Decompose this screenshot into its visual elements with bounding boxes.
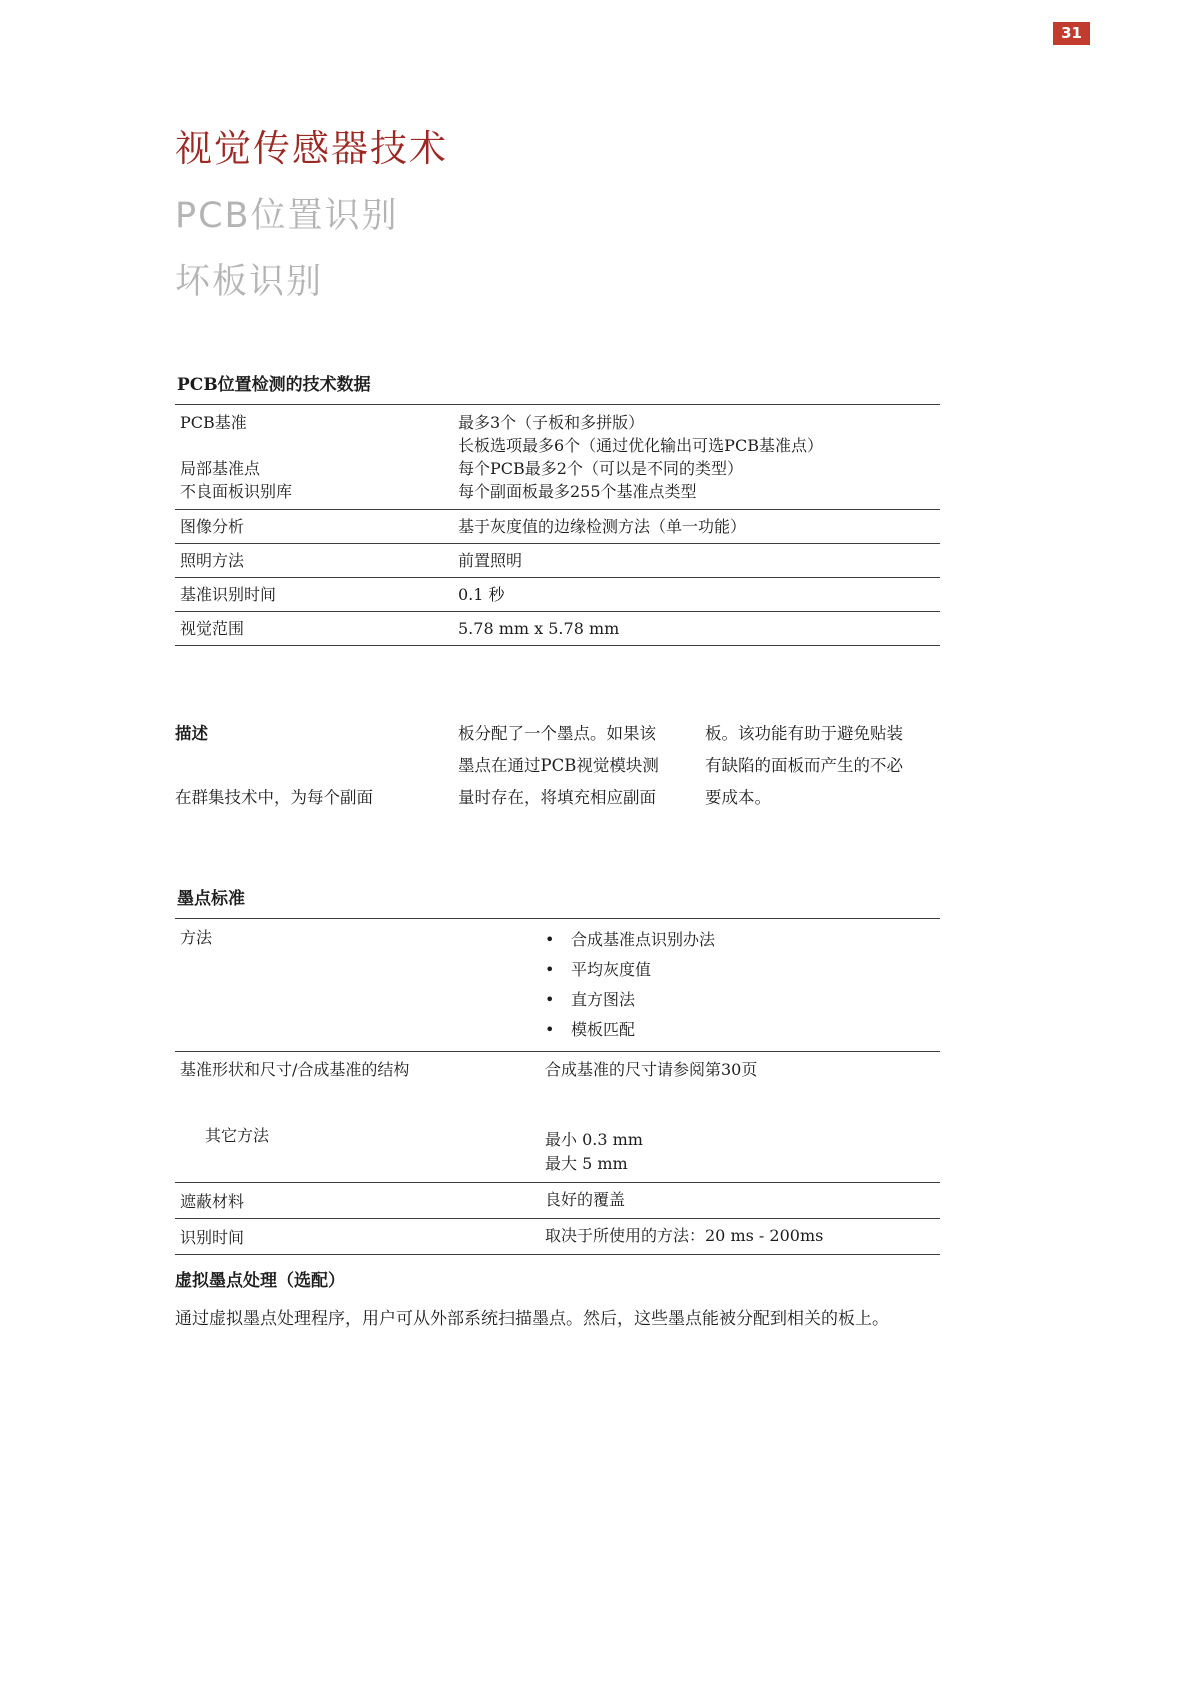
table-row bbox=[175, 1182, 940, 1218]
description-heading: 描述 bbox=[175, 724, 208, 743]
tech-data-heading: PCB位置检测的技术数据 bbox=[177, 375, 371, 395]
value-line: 每个PCB最多2个（可以是不同的类型） bbox=[458, 459, 743, 478]
label-method: 方法 bbox=[180, 928, 213, 947]
virtual-ink-section bbox=[175, 1266, 953, 1332]
description-text-line: 要成本。 bbox=[705, 788, 771, 807]
label-illumination: 照明方法 bbox=[180, 551, 245, 570]
table-row bbox=[175, 404, 940, 509]
row-values bbox=[458, 411, 940, 503]
method-bullet-item: • 模板匹配 bbox=[545, 1015, 940, 1045]
label-fiducial-shape: 基准形状和尺寸/合成基准的结构 bbox=[180, 1060, 410, 1079]
tech-data-table bbox=[175, 404, 940, 646]
label-recognition-time: 识别时间 bbox=[180, 1228, 245, 1247]
value-image-analysis: 基于灰度值的边缘检测方法（单一功能） bbox=[458, 517, 747, 536]
method-bullet-item: • 平均灰度值 bbox=[545, 955, 940, 985]
label-vision-range: 视觉范围 bbox=[180, 619, 245, 638]
spacer bbox=[545, 1082, 940, 1128]
table-row bbox=[175, 1218, 940, 1254]
value-vision-range: 5.78 mm x 5.78 mm bbox=[458, 619, 620, 638]
description-text-line: 墨点在通过PCB视觉模块测 bbox=[458, 756, 659, 775]
label-fiducial-recognition-time: 基准识别时间 bbox=[180, 585, 277, 604]
value-fiducial-shape: 合成基准的尺寸请参阅第30页 bbox=[545, 1060, 758, 1079]
page-content bbox=[175, 0, 953, 1332]
description-text-line: 有缺陷的面板而产生的不必 bbox=[705, 756, 903, 775]
ink-dot-heading: 墨点标准 bbox=[177, 889, 245, 909]
shape-row-labels bbox=[180, 1058, 545, 1176]
method-bullet-item: • 合成基准点识别办法 bbox=[545, 925, 940, 955]
table-row bbox=[175, 509, 940, 543]
label-local-fiducial: 局部基准点 bbox=[180, 459, 261, 478]
description-text-line: 板。该功能有助于避免贴装 bbox=[705, 724, 903, 743]
method-bullet-item: • 直方图法 bbox=[545, 985, 940, 1015]
label-pcb-fiducial: PCB基准 bbox=[180, 413, 247, 432]
value-illumination: 前置照明 bbox=[458, 551, 523, 570]
page-title: 视觉传感器技术 bbox=[175, 127, 448, 170]
value-line: 每个副面板最多255个基准点类型 bbox=[458, 482, 697, 501]
table-row bbox=[175, 543, 940, 577]
ink-dot-table bbox=[175, 918, 940, 1255]
table-row bbox=[175, 918, 940, 1051]
table-row bbox=[175, 1051, 940, 1182]
value-line: 长板选项最多6个（通过优化输出可选PCB基准点） bbox=[458, 436, 823, 455]
method-bullet-list bbox=[545, 925, 940, 1045]
virtual-ink-heading: 虚拟墨点处理（选配） bbox=[175, 1271, 345, 1291]
description-text-line: 量时存在，将填充相应副面 bbox=[458, 788, 656, 807]
description-text-line: 在群集技术中，为每个副面 bbox=[175, 788, 373, 807]
table-row bbox=[175, 611, 940, 645]
label-other-methods: 其它方法 bbox=[205, 1126, 270, 1145]
tech-data-section bbox=[175, 370, 953, 646]
page-subtitle-bad-board: 坏板识别 bbox=[175, 262, 324, 302]
page-subtitle-pcb-position: PCB位置识别 bbox=[175, 196, 399, 236]
value-recognition-time: 取决于所使用的方法：20 ms - 200ms bbox=[545, 1226, 824, 1245]
ink-dot-section bbox=[175, 884, 953, 1255]
description-column-1 bbox=[175, 718, 458, 814]
description-column-2 bbox=[458, 718, 705, 814]
value-line: 最多3个（子板和多拼版） bbox=[458, 413, 645, 432]
description-text-line: 板分配了一个墨点。如果该 bbox=[458, 724, 656, 743]
value-masking-material: 良好的覆盖 bbox=[545, 1190, 626, 1209]
label-image-analysis: 图像分析 bbox=[180, 517, 245, 536]
label-masking-material: 遮蔽材料 bbox=[180, 1192, 245, 1211]
description-section bbox=[175, 718, 950, 814]
shape-row-values bbox=[545, 1058, 940, 1176]
page-number-badge: 31 bbox=[1053, 22, 1090, 45]
description-column-3 bbox=[705, 718, 950, 814]
value-other-max: 最大 5 mm bbox=[545, 1154, 628, 1173]
value-other-min: 最小 0.3 mm bbox=[545, 1130, 643, 1149]
label-bad-panel-library: 不良面板识别库 bbox=[180, 482, 293, 501]
value-fiducial-recognition-time: 0.1 秒 bbox=[458, 585, 505, 604]
virtual-ink-paragraph: 通过虚拟墨点处理程序，用户可从外部系统扫描墨点。然后，这些墨点能被分配到相关的板上。 bbox=[175, 1309, 889, 1329]
table-row bbox=[175, 577, 940, 611]
row-labels bbox=[180, 411, 458, 503]
